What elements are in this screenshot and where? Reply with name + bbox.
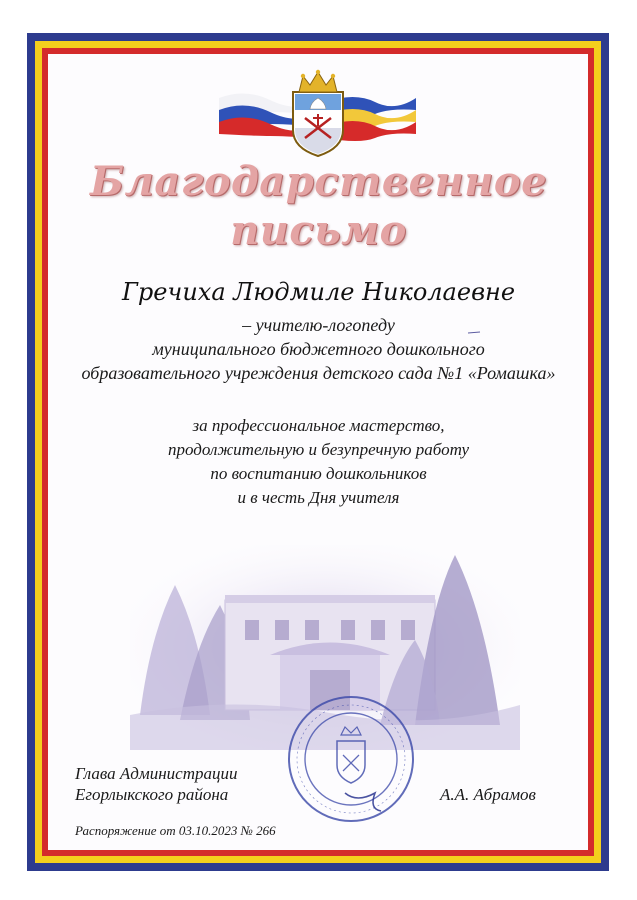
reason-line: за профессиональное мастерство, [192, 416, 445, 435]
position-line: муниципального бюджетного дошкольного [152, 339, 485, 359]
title-line-1: Благодарственное [89, 158, 548, 205]
signer-title [75, 763, 238, 805]
reason-line: по воспитанию дошкольников [210, 464, 427, 483]
signer-title-line-2: Егорлыкского района [75, 785, 229, 804]
order-reference: Распоряжение от 03.10.2023 № 266 [75, 823, 276, 838]
signer-title-line-1: Глава Администрации [75, 764, 238, 783]
pen-mark [467, 331, 481, 335]
official-stamp [285, 693, 417, 825]
position-line: – учителю-логопеду [242, 315, 395, 335]
recipient-name: Гречиха Людмиле Николаевне [121, 278, 516, 306]
reason-line: продолжительную и безупречную работу [168, 440, 469, 459]
position-line: образовательного учреждения детского сада №1 «Ромашка» [81, 363, 556, 383]
title-line-2: письмо [230, 207, 407, 254]
reason-block [0, 414, 637, 510]
signer-name: А.А. Абрамов [440, 785, 536, 804]
coat-of-arms-emblem [215, 68, 420, 160]
position-block [0, 313, 637, 385]
reason-line: и в честь Дня учителя [237, 488, 400, 507]
